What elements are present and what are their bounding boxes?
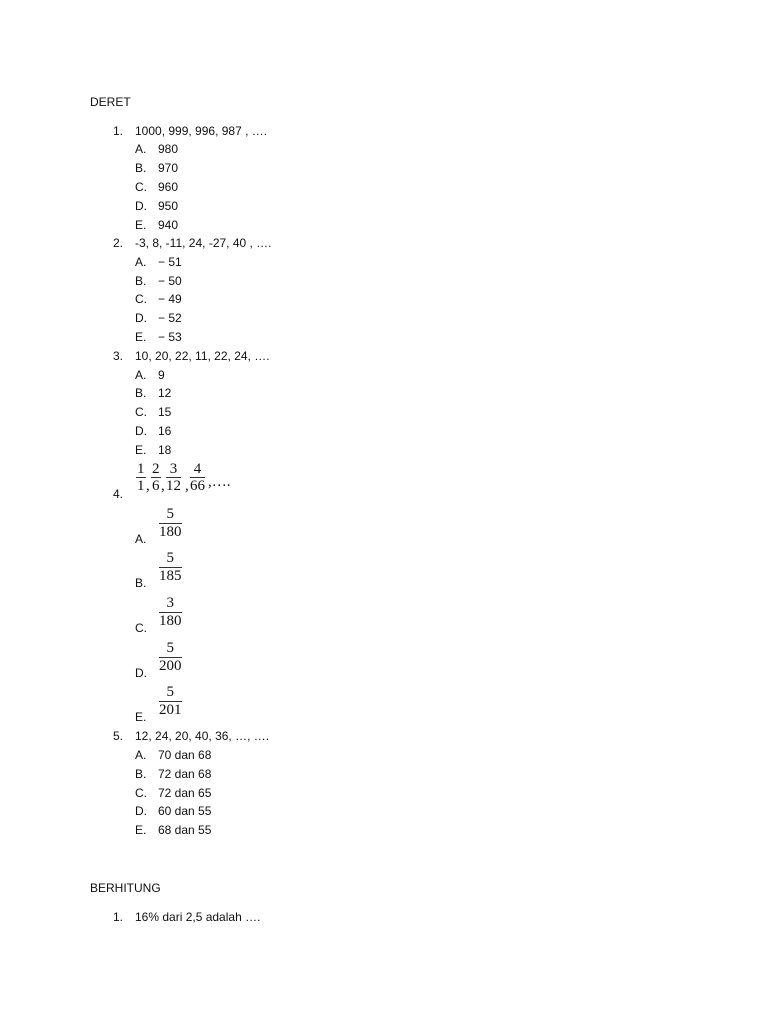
question-number: 4.: [113, 487, 124, 501]
option-text: − 53: [158, 330, 182, 344]
option-letter: A.: [135, 532, 147, 546]
fraction-numerator: 2: [152, 461, 160, 477]
question-text: 10, 20, 22, 11, 22, 24, ….: [135, 349, 270, 363]
sequence-fraction: [190, 462, 205, 495]
option-text: 12: [158, 386, 172, 400]
sequence-fraction: [136, 462, 146, 495]
option-text: 16: [158, 424, 172, 438]
option-text: 9: [158, 368, 165, 382]
option-letter: D.: [135, 424, 147, 438]
option-letter: D.: [135, 311, 147, 325]
option-letter: C.: [135, 180, 147, 194]
option-letter: E.: [135, 823, 147, 837]
option-letter: B.: [135, 386, 147, 400]
sequence-fraction: [151, 462, 161, 495]
option-fraction: [159, 640, 182, 675]
fraction-denominator: 200: [159, 658, 182, 674]
option-text: 970: [158, 161, 179, 175]
fraction-numerator: 5: [159, 640, 182, 658]
fraction-numerator: 5: [159, 684, 182, 702]
option-fraction: [159, 550, 182, 585]
fraction-numerator: 3: [166, 462, 181, 478]
fraction-denominator: 180: [159, 613, 182, 629]
option-letter: B.: [135, 576, 147, 590]
sequence-ellipsis: ,….: [208, 474, 231, 490]
question-number: 5.: [113, 729, 124, 743]
question-text: 1000, 999, 996, 987 , ….: [135, 124, 268, 138]
option-text: 70 dan 68: [158, 748, 212, 762]
option-letter: A.: [135, 255, 147, 269]
option-text: 940: [158, 218, 179, 232]
option-letter: A.: [135, 142, 147, 156]
option-letter: B.: [135, 767, 147, 781]
option-letter: B.: [135, 274, 147, 288]
option-fraction: [159, 684, 182, 719]
option-text: 960: [158, 180, 179, 194]
sequence-separator: ,: [185, 478, 189, 494]
fraction-denominator: 201: [159, 702, 182, 718]
fraction-denominator: 180: [159, 524, 182, 540]
fraction-numerator: 5: [159, 550, 182, 568]
question-number: 1.: [113, 124, 124, 138]
option-text: 18: [158, 443, 172, 457]
option-text: 15: [158, 405, 172, 419]
option-text: − 49: [158, 292, 182, 306]
option-letter: E.: [135, 443, 147, 457]
fraction-numerator: 5: [159, 506, 182, 524]
option-fraction: [159, 595, 182, 630]
option-letter: D.: [135, 199, 147, 213]
option-letter: E.: [135, 218, 147, 232]
fraction-denominator: 185: [159, 568, 182, 584]
option-text: 68 dan 55: [158, 823, 212, 837]
question-number: 3.: [113, 349, 124, 363]
fraction-numerator: 4: [190, 462, 205, 478]
fraction-numerator: 1: [137, 461, 145, 477]
option-text: − 51: [158, 255, 182, 269]
sequence-separator: ,: [161, 478, 165, 494]
section-heading-berhitung: BERHITUNG: [90, 881, 161, 895]
question-number: 1.: [113, 910, 124, 924]
question-text: 16% dari 2,5 adalah ….: [135, 910, 261, 924]
option-letter: C.: [135, 292, 147, 306]
sequence-separator: ,: [146, 478, 150, 494]
sequence-fraction: [166, 462, 181, 495]
question-text: 12, 24, 20, 40, 36, …, ….: [135, 729, 270, 743]
option-letter: D.: [135, 804, 147, 818]
option-text: 72 dan 68: [158, 767, 212, 781]
option-text: − 52: [158, 311, 182, 325]
fraction-denominator: 66: [190, 478, 205, 494]
option-text: 980: [158, 142, 179, 156]
option-letter: B.: [135, 161, 147, 175]
fraction-denominator: 6: [152, 478, 160, 494]
option-letter: D.: [135, 666, 147, 680]
fraction-denominator: 1: [137, 478, 145, 494]
option-text: 60 dan 55: [158, 804, 212, 818]
fraction-numerator: 3: [159, 595, 182, 613]
question-number: 2.: [113, 236, 124, 250]
option-letter: C.: [135, 786, 147, 800]
option-fraction: [159, 506, 182, 541]
option-letter: C.: [135, 621, 147, 635]
option-letter: C.: [135, 405, 147, 419]
option-text: 72 dan 65: [158, 786, 212, 800]
option-letter: A.: [135, 368, 147, 382]
option-text: 950: [158, 199, 179, 213]
fraction-denominator: 12: [166, 478, 181, 494]
option-letter: E.: [135, 330, 147, 344]
section-heading-deret: DERET: [90, 95, 131, 109]
option-letter: A.: [135, 748, 147, 762]
option-text: − 50: [158, 274, 182, 288]
option-letter: E.: [135, 710, 147, 724]
question-text: -3, 8, -11, 24, -27, 40 , ….: [135, 236, 272, 250]
